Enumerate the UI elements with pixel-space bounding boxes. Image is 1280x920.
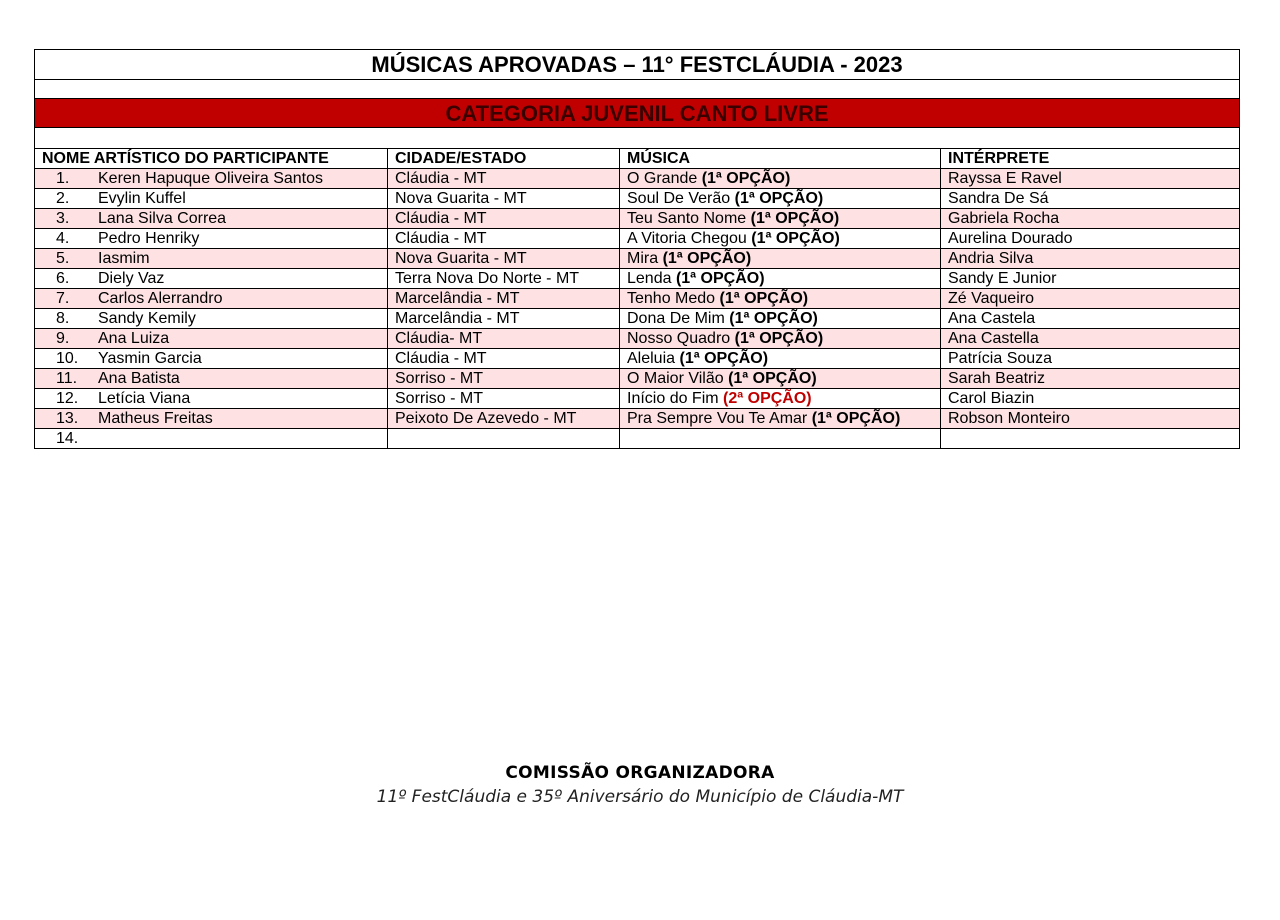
song-cell bbox=[620, 169, 941, 189]
song-title: Soul De Verão bbox=[627, 190, 735, 207]
song-title: Dona De Mim bbox=[627, 310, 730, 327]
song-title: Tenho Medo bbox=[627, 290, 720, 307]
song-cell bbox=[620, 429, 941, 449]
participant-cell bbox=[35, 249, 388, 269]
table-row bbox=[35, 369, 1240, 389]
participant-name: Matheus Freitas bbox=[98, 410, 213, 427]
table-row bbox=[35, 269, 1240, 289]
approved-songs-table bbox=[34, 49, 1240, 449]
row-number: 1. bbox=[56, 170, 70, 187]
participant-cell bbox=[35, 269, 388, 289]
song-title: O Grande bbox=[627, 170, 702, 187]
row-number: 14. bbox=[56, 430, 79, 447]
option-label: (1ª OPÇÃO) bbox=[750, 210, 840, 227]
participant-cell bbox=[35, 229, 388, 249]
interpreter-cell bbox=[941, 429, 1240, 449]
participant-cell bbox=[35, 169, 388, 189]
blank-row bbox=[35, 80, 1240, 99]
participant-cell bbox=[35, 389, 388, 409]
participant-cell bbox=[35, 309, 388, 329]
option-label: (1ª OPÇÃO) bbox=[701, 170, 791, 187]
song-title: Teu Santo Nome bbox=[627, 210, 751, 227]
row-number: 3. bbox=[56, 210, 70, 227]
participant-name: Letícia Viana bbox=[98, 390, 191, 407]
interpreter-cell: Patrícia Souza bbox=[941, 349, 1240, 369]
header-city: CIDADE/ESTADO bbox=[388, 149, 620, 169]
row-number: 12. bbox=[56, 390, 79, 407]
song-title: Pra Sempre Vou Te Amar bbox=[627, 410, 812, 427]
city-cell: Nova Guarita - MT bbox=[388, 249, 620, 269]
song-cell bbox=[620, 369, 941, 389]
city-cell: Nova Guarita - MT bbox=[388, 189, 620, 209]
interpreter-cell: Aurelina Dourado bbox=[941, 229, 1240, 249]
interpreter-cell: Sandra De Sá bbox=[941, 189, 1240, 209]
participant-cell bbox=[35, 409, 388, 429]
participant-name: Lana Silva Correa bbox=[98, 210, 227, 227]
table-row bbox=[35, 229, 1240, 249]
participant-name: Evylin Kuffel bbox=[98, 190, 186, 207]
row-number: 11. bbox=[56, 370, 78, 387]
option-label: (1ª OPÇÃO) bbox=[751, 230, 840, 247]
city-cell: Sorriso - MT bbox=[388, 389, 620, 409]
option-label: (1ª OPÇÃO) bbox=[679, 350, 769, 367]
row-number: 8. bbox=[56, 310, 70, 327]
category-row bbox=[35, 99, 1240, 128]
song-cell bbox=[620, 269, 941, 289]
song-title: Aleluia bbox=[627, 350, 680, 367]
table-row bbox=[35, 349, 1240, 369]
title-row bbox=[35, 50, 1240, 80]
header-name: NOME ARTÍSTICO DO PARTICIPANTE bbox=[35, 149, 388, 169]
participant-cell bbox=[35, 369, 388, 389]
city-cell: Cláudia - MT bbox=[388, 349, 620, 369]
song-cell bbox=[620, 249, 941, 269]
participant-name: Pedro Henriky bbox=[98, 230, 200, 247]
footer-title: COMISSÃO ORGANIZADORA bbox=[505, 763, 775, 783]
category-title: CATEGORIA JUVENIL CANTO LIVRE bbox=[35, 99, 1240, 128]
participant-name: Ana Luiza bbox=[98, 330, 170, 347]
participant-cell bbox=[35, 329, 388, 349]
blank-row bbox=[35, 128, 1240, 149]
document-title: MÚSICAS APROVADAS – 11° FESTCLÁUDIA - 2023 bbox=[35, 50, 1240, 80]
participant-cell bbox=[35, 189, 388, 209]
participant-cell bbox=[35, 349, 388, 369]
table-row bbox=[35, 309, 1240, 329]
participant-cell bbox=[35, 429, 388, 449]
interpreter-cell: Robson Monteiro bbox=[941, 409, 1240, 429]
participant-name: Diely Vaz bbox=[98, 270, 165, 287]
participant-name: Sandy Kemily bbox=[98, 310, 196, 327]
song-title: Mira bbox=[627, 250, 663, 267]
table-row bbox=[35, 329, 1240, 349]
city-cell: Cláudia - MT bbox=[388, 169, 620, 189]
option-label: (1ª OPÇÃO) bbox=[734, 190, 824, 207]
option-label: (1ª OPÇÃO) bbox=[662, 250, 752, 267]
song-cell bbox=[620, 349, 941, 369]
table-row bbox=[35, 409, 1240, 429]
header-interpreter: INTÉRPRETE bbox=[941, 149, 1240, 169]
header-row bbox=[35, 149, 1240, 169]
song-cell bbox=[620, 289, 941, 309]
option-label: (1ª OPÇÃO) bbox=[811, 410, 901, 427]
interpreter-cell: Rayssa E Ravel bbox=[941, 169, 1240, 189]
interpreter-cell: Carol Biazin bbox=[941, 389, 1240, 409]
city-cell: Cláudia - MT bbox=[388, 229, 620, 249]
city-cell: Marcelândia - MT bbox=[388, 289, 620, 309]
option-label: (1ª OPÇÃO) bbox=[728, 370, 817, 387]
song-cell bbox=[620, 189, 941, 209]
row-number: 13. bbox=[56, 410, 79, 427]
city-cell bbox=[388, 429, 620, 449]
option-label: (1ª OPÇÃO) bbox=[734, 330, 824, 347]
option-label: (2ª OPÇÃO) bbox=[723, 390, 812, 407]
song-cell bbox=[620, 229, 941, 249]
row-number: 7. bbox=[56, 290, 70, 307]
song-title: O Maior Vilão bbox=[627, 370, 729, 387]
table-row bbox=[35, 189, 1240, 209]
option-label: (1ª OPÇÃO) bbox=[719, 290, 809, 307]
city-cell: Cláudia - MT bbox=[388, 209, 620, 229]
row-number: 5. bbox=[56, 250, 70, 267]
participant-name: Carlos Alerrandro bbox=[98, 290, 223, 307]
song-cell bbox=[620, 209, 941, 229]
song-cell bbox=[620, 409, 941, 429]
participant-cell bbox=[35, 289, 388, 309]
row-number: 2. bbox=[56, 190, 70, 207]
table-row bbox=[35, 289, 1240, 309]
interpreter-cell: Ana Castela bbox=[941, 309, 1240, 329]
city-cell: Marcelândia - MT bbox=[388, 309, 620, 329]
header-song: MÚSICA bbox=[620, 149, 941, 169]
interpreter-cell: Sandy E Junior bbox=[941, 269, 1240, 289]
table-row bbox=[35, 209, 1240, 229]
participant-name: Yasmin Garcia bbox=[98, 350, 202, 367]
song-title: Lenda bbox=[627, 270, 676, 287]
song-cell bbox=[620, 309, 941, 329]
participant-name: Iasmim bbox=[98, 250, 150, 267]
interpreter-cell: Zé Vaqueiro bbox=[941, 289, 1240, 309]
row-number: 9. bbox=[56, 330, 70, 347]
interpreter-cell: Ana Castella bbox=[941, 329, 1240, 349]
interpreter-cell: Gabriela Rocha bbox=[941, 209, 1240, 229]
footer-subtitle: 11º FestCláudia e 35º Aniversário do Município de Cláudia-MT bbox=[376, 787, 904, 807]
song-title: A Vitoria Chegou bbox=[627, 230, 752, 247]
row-number: 10. bbox=[56, 350, 79, 367]
option-label: (1ª OPÇÃO) bbox=[729, 310, 818, 327]
song-cell bbox=[620, 389, 941, 409]
table-row bbox=[35, 389, 1240, 409]
song-cell bbox=[620, 329, 941, 349]
table-row bbox=[35, 249, 1240, 269]
city-cell: Terra Nova Do Norte - MT bbox=[388, 269, 620, 289]
city-cell: Sorriso - MT bbox=[388, 369, 620, 389]
interpreter-cell: Sarah Beatriz bbox=[941, 369, 1240, 389]
table-row bbox=[35, 169, 1240, 189]
option-label: (1ª OPÇÃO) bbox=[675, 270, 765, 287]
song-title: Início do Fim bbox=[627, 390, 724, 407]
interpreter-cell: Andria Silva bbox=[941, 249, 1240, 269]
city-cell: Peixoto De Azevedo - MT bbox=[388, 409, 620, 429]
participant-name: Ana Batista bbox=[98, 370, 180, 387]
participant-cell bbox=[35, 209, 388, 229]
table-row bbox=[35, 429, 1240, 449]
row-number: 4. bbox=[56, 230, 70, 247]
song-title: Nosso Quadro bbox=[627, 330, 735, 347]
row-number: 6. bbox=[56, 270, 70, 287]
city-cell: Cláudia- MT bbox=[388, 329, 620, 349]
participant-name: Keren Hapuque Oliveira Santos bbox=[98, 170, 324, 187]
